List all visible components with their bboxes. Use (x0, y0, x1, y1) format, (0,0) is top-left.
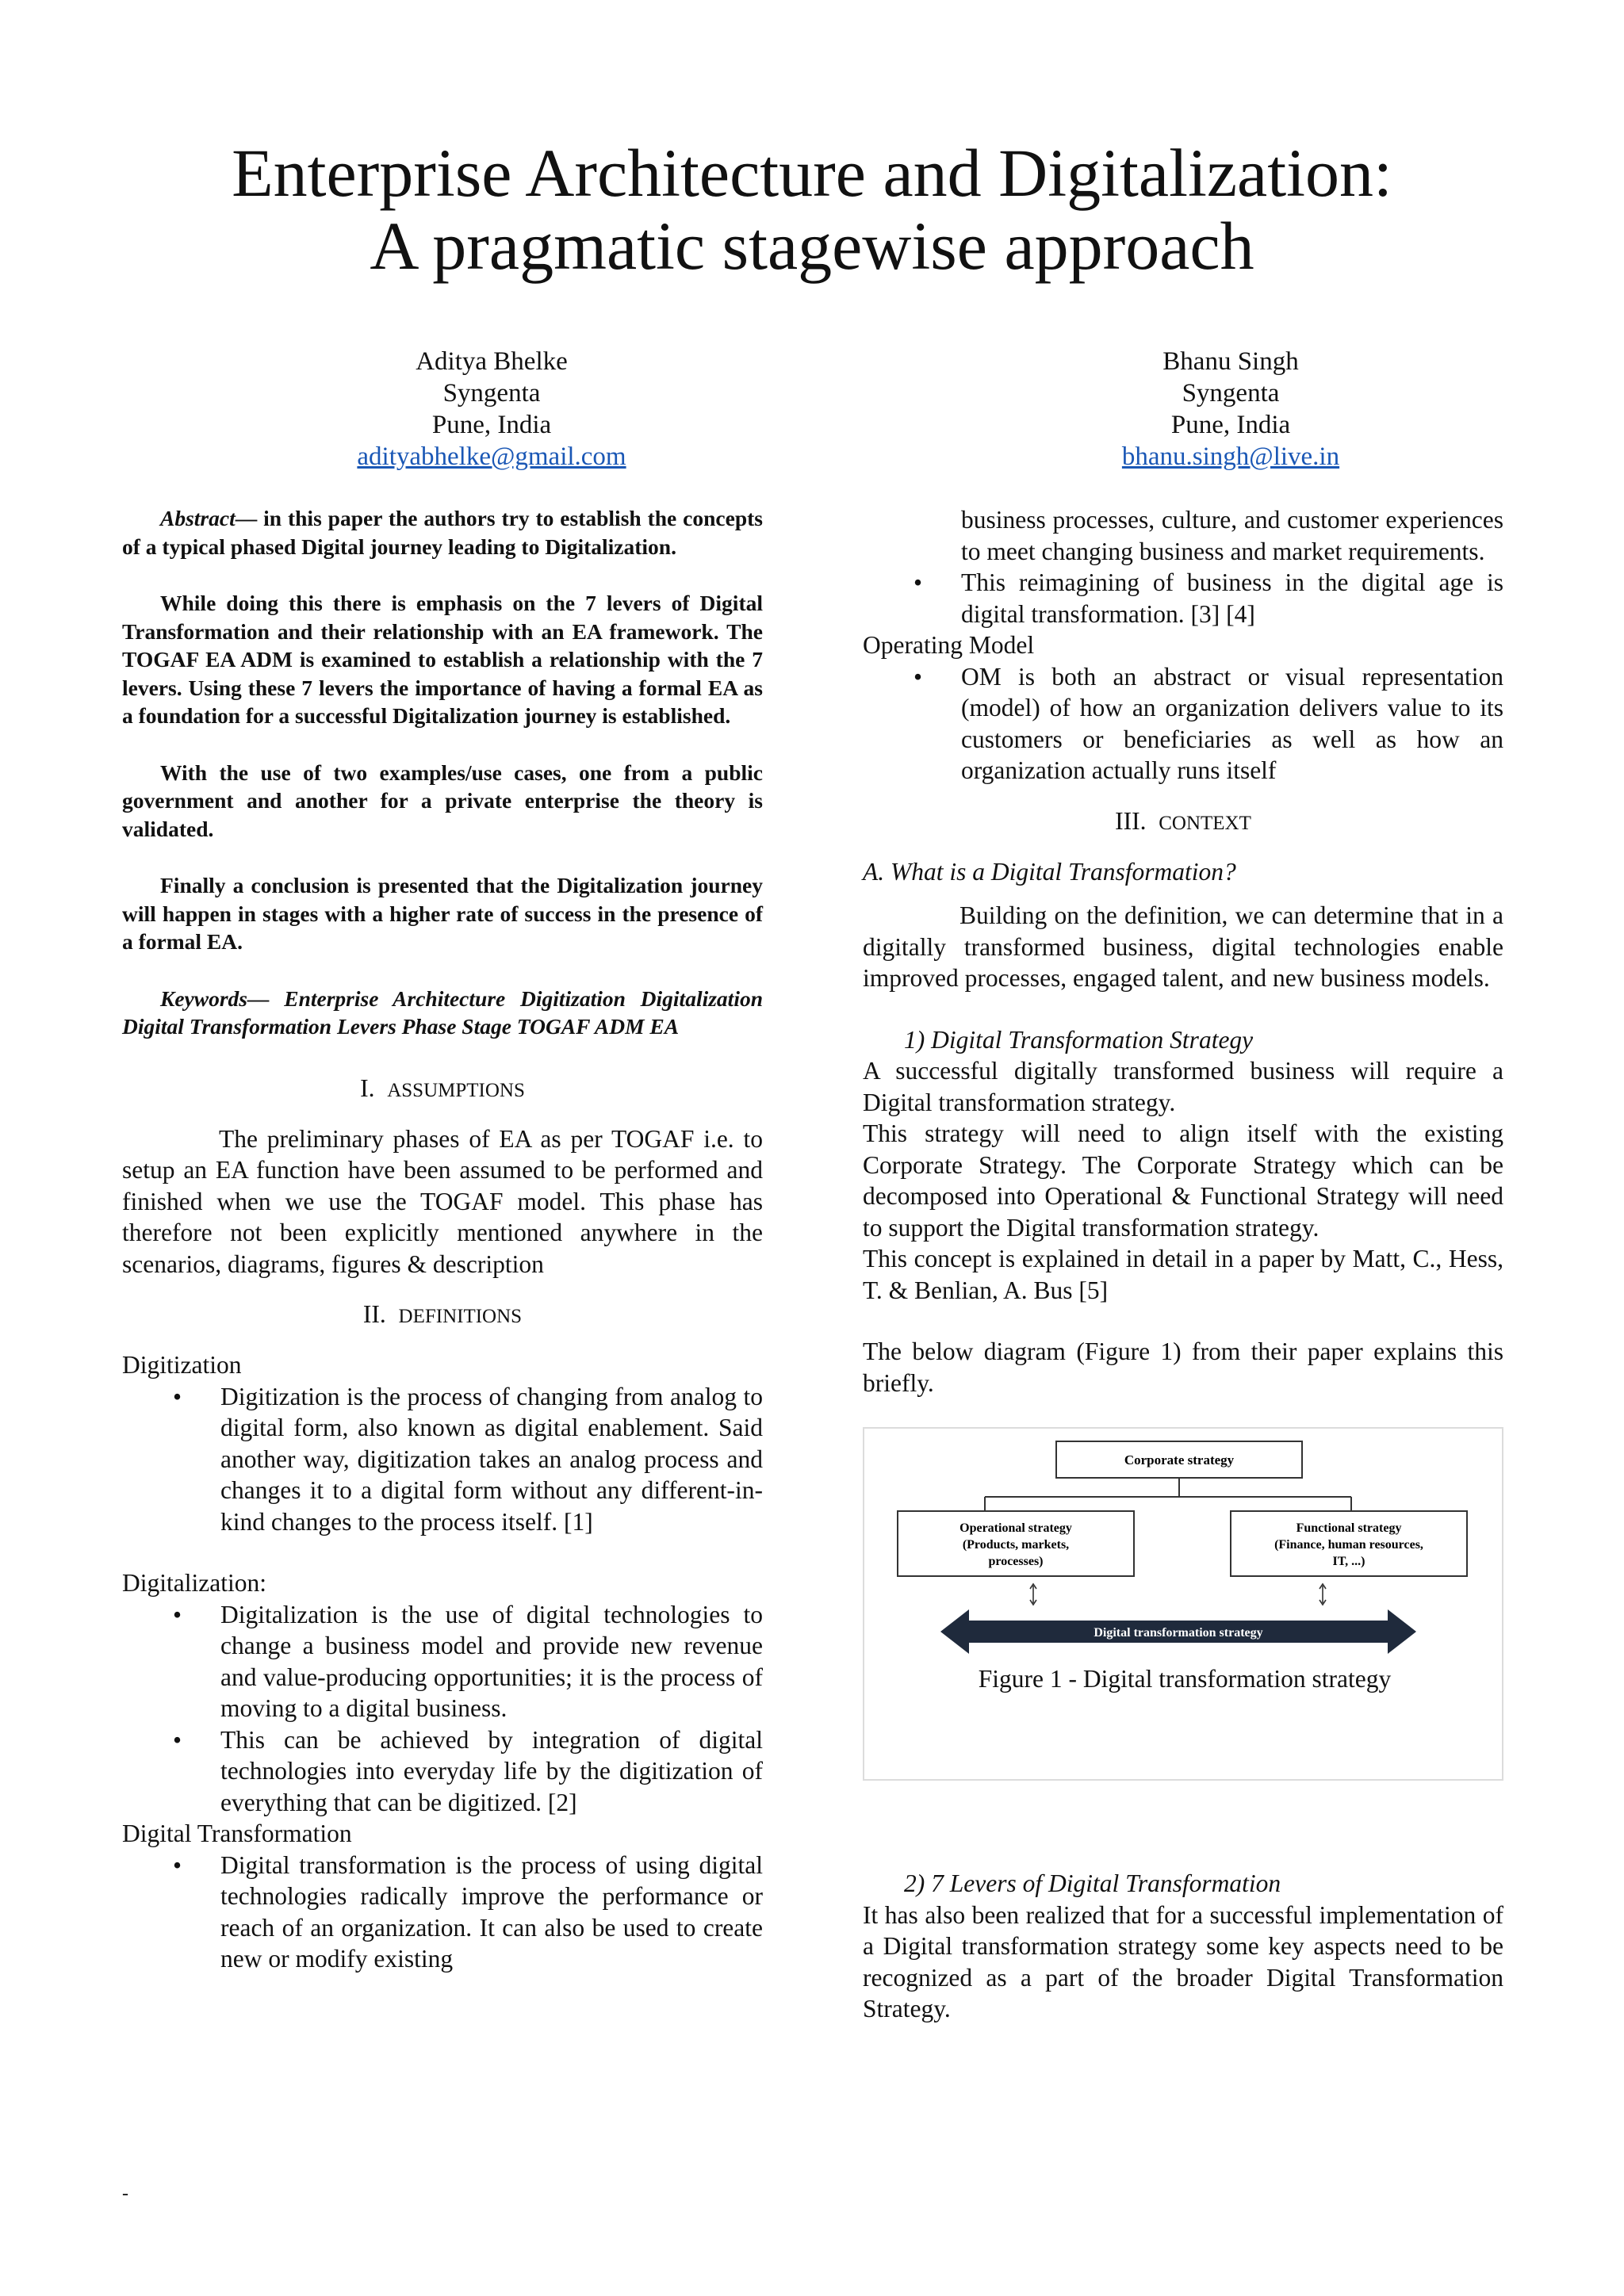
author-name: Bhanu Singh (1162, 347, 1299, 376)
keywords-text: — Enterprise Architecture Digitization Digitalization Digital Transformation Levers Phase Stage TOGAF ADM EA (122, 985, 763, 1039)
list-item: • Digitalization is the use of digital technologies to change a business model and provide new revenue and value-producing opportunities; it is the process of moving to a digital business. (220, 1599, 763, 1724)
digitalization-list (220, 1599, 763, 1819)
term-operating-model: Operating Model (863, 631, 1035, 659)
section-number: I. (360, 1073, 375, 1102)
a1-paragraph-4: The below diagram (Figure 1) from their paper explains this briefly. (863, 1337, 1503, 1397)
left-column (122, 504, 763, 1975)
list-item: • This reimagining of business in the digital age is digital transformation. [3] [4] (961, 567, 1503, 629)
author-email-link[interactable]: bhanu.singh@live.in (1121, 442, 1340, 471)
functional-strategy-sub2: IT, ...) (1332, 1555, 1365, 1568)
section-heading-context (863, 807, 1503, 836)
a1-paragraph-3: This concept is explained in detail in a paper by Matt, C., Hess, T. & Benlian, A. Bus [5] (863, 1245, 1503, 1304)
author-org: Syngenta (1182, 379, 1280, 408)
functional-strategy-label: Functional strategy (1296, 1521, 1402, 1535)
term-digitalization: Digitalization: (122, 1569, 266, 1597)
functional-strategy-sub1: (Finance, human resources, (1274, 1538, 1423, 1552)
author-location: Pune, India (431, 411, 552, 439)
list-item: • Digitization is the process of changing from analog to digital form, also known as digital enablement. Said another way, digitization takes an analog process and changes it to a digital form without any different-in-kind changes to the process itself. [1] (220, 1381, 763, 1538)
title-line-1: Enterprise Architecture and Digitalization: (232, 135, 1392, 211)
list-item: • This can be achieved by integration of digital technologies into everyday life by the digitization of everything that can be digitized. [2] (220, 1724, 763, 1819)
right-column (863, 504, 1503, 2025)
keywords-paragraph (122, 985, 763, 1041)
bidirectional-arrow-icon (1030, 1584, 1036, 1605)
section-title: CONTEXT (1159, 812, 1251, 834)
author-location: Pune, India (1170, 411, 1291, 439)
term-digitization: Digitization (122, 1351, 242, 1379)
subsection-heading-a: A. What is a Digital Transformation? (863, 857, 1236, 886)
author-org: Syngenta (442, 379, 541, 408)
figure-caption: Figure 1 - Digital transformation strategy (978, 1665, 1392, 1693)
author-name: Aditya Bhelke (416, 347, 568, 376)
title-line-2: A pragmatic stagewise approach (370, 208, 1254, 284)
operational-strategy-label: Operational strategy (959, 1521, 1072, 1535)
digital-transformation-list-cont (961, 567, 1503, 629)
abstract-paragraph-3: With the use of two examples/use cases, one from a public government and another for a private enterprise the theory is validated. (122, 760, 763, 841)
list-item: • Digital transformation is the process of using digital technologies radically improve the performance or reach of an organization. It can also be used to create new or modify existing (220, 1850, 763, 1975)
abstract-label: Abstract (160, 506, 236, 530)
section-number: II. (362, 1300, 386, 1328)
subsection-heading-a2: 2) 7 Levers of Digital Transformation (904, 1869, 1281, 1897)
abstract-paragraph-4: Finally a conclusion is presented that the Digitalization journey will happen in stages with a higher rate of success in the presence of a formal EA. (122, 873, 763, 954)
section-title: ASSUMPTIONS (387, 1079, 525, 1101)
section-heading-assumptions (122, 1074, 763, 1103)
figure-1-diagram (864, 1429, 1505, 1782)
a1-paragraph-2: This strategy will need to align itself with the existing Corporate Strategy. The Corporate Strategy which can be decomposed into Operational & Functional Strategy will need to support the Digital transformation strategy. (863, 1119, 1503, 1242)
digital-transformation-list (220, 1850, 763, 1975)
corporate-strategy-label: Corporate strategy (1124, 1452, 1235, 1468)
operational-strategy-sub1: (Products, markets, (962, 1538, 1070, 1552)
section-heading-definitions (122, 1300, 763, 1329)
abstract-paragraph-2: While doing this there is emphasis on the 7 levers of Digital Transformation and their relationship with an EA framework. The TOGAF EA ADM is examined to establish a relationship with the 7 levers. Using these 7 levers the importance of having a formal EA as a foundation for a successful Digitalization journey is established. (122, 591, 763, 728)
abstract-text: — in this paper the authors try to establish the concepts of a typical phased Digital journey leading to Digitalization. (122, 506, 763, 559)
keywords-label: Keywords (160, 985, 247, 1011)
operational-strategy-sub2: processes) (988, 1555, 1044, 1568)
author-1 (254, 346, 730, 473)
context-a-text: Building on the definition, we can determine that in a digitally transformed business, digital technologies enable improved processes, engaged talent, and new business models. (863, 901, 1503, 992)
figure-1 (863, 1427, 1503, 1781)
section-title: DEFINITIONS (398, 1306, 523, 1327)
bidirectional-arrow-icon (1320, 1584, 1326, 1605)
section-number: III. (1115, 806, 1147, 835)
subsection-heading-a1: 1) Digital Transformation Strategy (904, 1025, 1254, 1054)
digital-transformation-strategy-label: Digital transformation strategy (1094, 1626, 1263, 1640)
assumptions-text: The preliminary phases of EA as per TOGAF i.e. to setup an EA function have been assumed to be performed and finished when we use the TOGAF model. This phase has therefore not been explicitly mentioned anywhere in the scenarios, diagrams, figures & description (122, 1124, 763, 1278)
author-2 (993, 346, 1469, 473)
paper-title (0, 136, 1624, 282)
digitization-list (220, 1381, 763, 1538)
a2-paragraph: It has also been realized that for a successful implementation of a Digital transformation strategy some key aspects need to be recognized as a part of the broader Digital Transformation Strategy. (863, 1900, 1503, 2022)
list-item: • OM is both an abstract or visual representation (model) of how an organization delivers value to its customers or beneficiaries as well as how an organization actually runs itself (961, 661, 1503, 786)
page-footer: - (122, 2183, 128, 2204)
term-digital-transformation: Digital Transformation (122, 1820, 352, 1847)
author-email-link[interactable]: adityabhelke@gmail.com (357, 442, 626, 471)
a1-paragraph-1: A successful digitally transformed business will require a Digital transformation strategy. (863, 1057, 1503, 1116)
author-block (0, 346, 1624, 473)
operating-model-list (961, 661, 1503, 786)
abstract-paragraph-1 (122, 504, 763, 561)
list-item-continuation: business processes, culture, and customer experiences to meet changing business and market requirements. (961, 506, 1503, 565)
